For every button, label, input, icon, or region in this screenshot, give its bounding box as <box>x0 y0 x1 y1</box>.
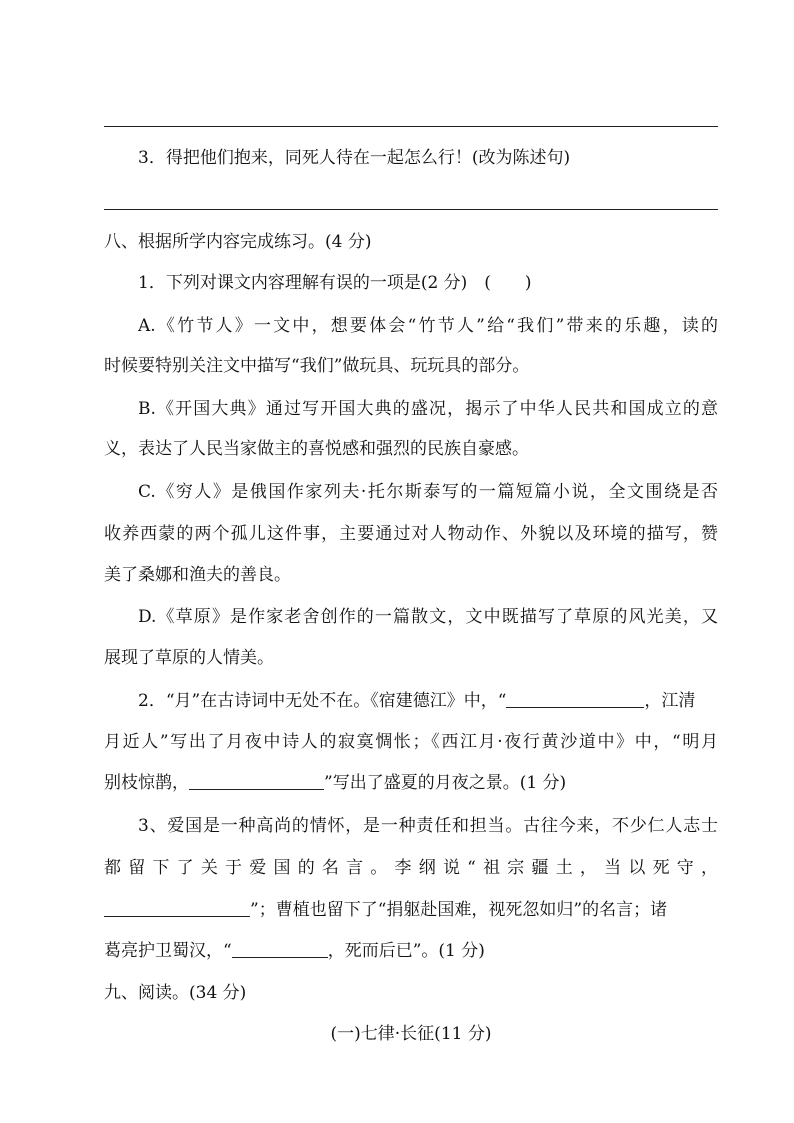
question-8-2-text-b: ，江清 <box>644 691 696 711</box>
question-8-3-line-2: 都留下了关于爱国的名言。李纲说“祖宗疆土，当以死守， <box>104 858 718 878</box>
option-c-line-2: 收养西蒙的两个孤儿这件事，主要通过对人物动作、外貌以及环境的描写，赞 <box>104 524 718 544</box>
fill-blank-4 <box>232 941 328 958</box>
option-b-line-2: 义，表达了人民当家做主的喜悦感和强烈的民族自豪感。 <box>104 439 529 459</box>
answer-line-bottom <box>104 209 718 210</box>
question-8-3-line-1: 3、爱国是一种高尚的情怀，是一种责任和担当。古往今来，不少仁人志士 <box>138 816 718 836</box>
answer-line-top <box>104 126 718 127</box>
fill-blank-1 <box>506 691 644 708</box>
question-8-2-line-3 <box>104 771 718 795</box>
section-8-heading: 八、根据所学内容完成练习。(4 分) <box>104 232 372 252</box>
question-8-3-text-c: 葛亮护卫蜀汉，“ <box>104 941 232 961</box>
question-8-3-line-3 <box>104 898 718 922</box>
option-a-line-1: A.《竹节人》一文中，想要体会“竹节人”给“我们”带来的乐趣，读的 <box>138 316 718 336</box>
question-8-2-text-d: ”写出了盛夏的月夜之景。(1 分) <box>324 773 567 793</box>
question-8-3-line-4 <box>104 939 718 963</box>
option-d-line-1: D.《草原》是作家老舍创作的一篇散文，文中既描写了草原的风光美，又 <box>138 607 718 627</box>
fill-blank-3 <box>104 900 250 917</box>
question-8-3-text-b: ”；曹植也留下了“捐躯赴国难，视死忽如归”的名言；诸 <box>250 900 668 920</box>
option-c-line-3: 美了桑娜和渔夫的善良。 <box>104 565 291 585</box>
question-7-3: 3．得把他们抱来，同死人待在一起怎么行！(改为陈述句) <box>138 148 571 168</box>
question-8-2-line-1 <box>138 689 718 713</box>
fill-blank-2 <box>189 773 324 790</box>
question-8-2-line-2: 月近人”写出了月夜中诗人的寂寞惆怅；《西江月·夜行黄沙道中》中，“明月 <box>104 732 718 752</box>
question-8-2-text-a: 2．“月”在古诗词中无处不在。《宿建德江》中，“ <box>138 691 507 711</box>
option-d-line-2: 展现了草原的人情美。 <box>104 648 274 668</box>
question-8-1-stem: 1．下列对课文内容理解有误的一项是(2 分) ( ) <box>138 273 532 293</box>
question-8-3-text-d: ，死而后已”。(1 分) <box>327 941 485 961</box>
option-c-line-1: C.《穷人》是俄国作家列夫·托尔斯泰写的一篇短篇小说，全文围绕是否 <box>138 482 718 502</box>
passage-1-title: (一)七律·长征(11 分) <box>330 1024 492 1044</box>
option-a-line-2: 时候要特别关注文中描写“我们”做玩具、玩玩具的部分。 <box>104 356 530 376</box>
option-b-line-1: B.《开国大典》通过写开国大典的盛况，揭示了中华人民共和国成立的意 <box>138 399 718 419</box>
section-9-heading: 九、阅读。(34 分) <box>104 983 247 1003</box>
question-8-2-text-c: 别枝惊鹊， <box>104 773 189 793</box>
